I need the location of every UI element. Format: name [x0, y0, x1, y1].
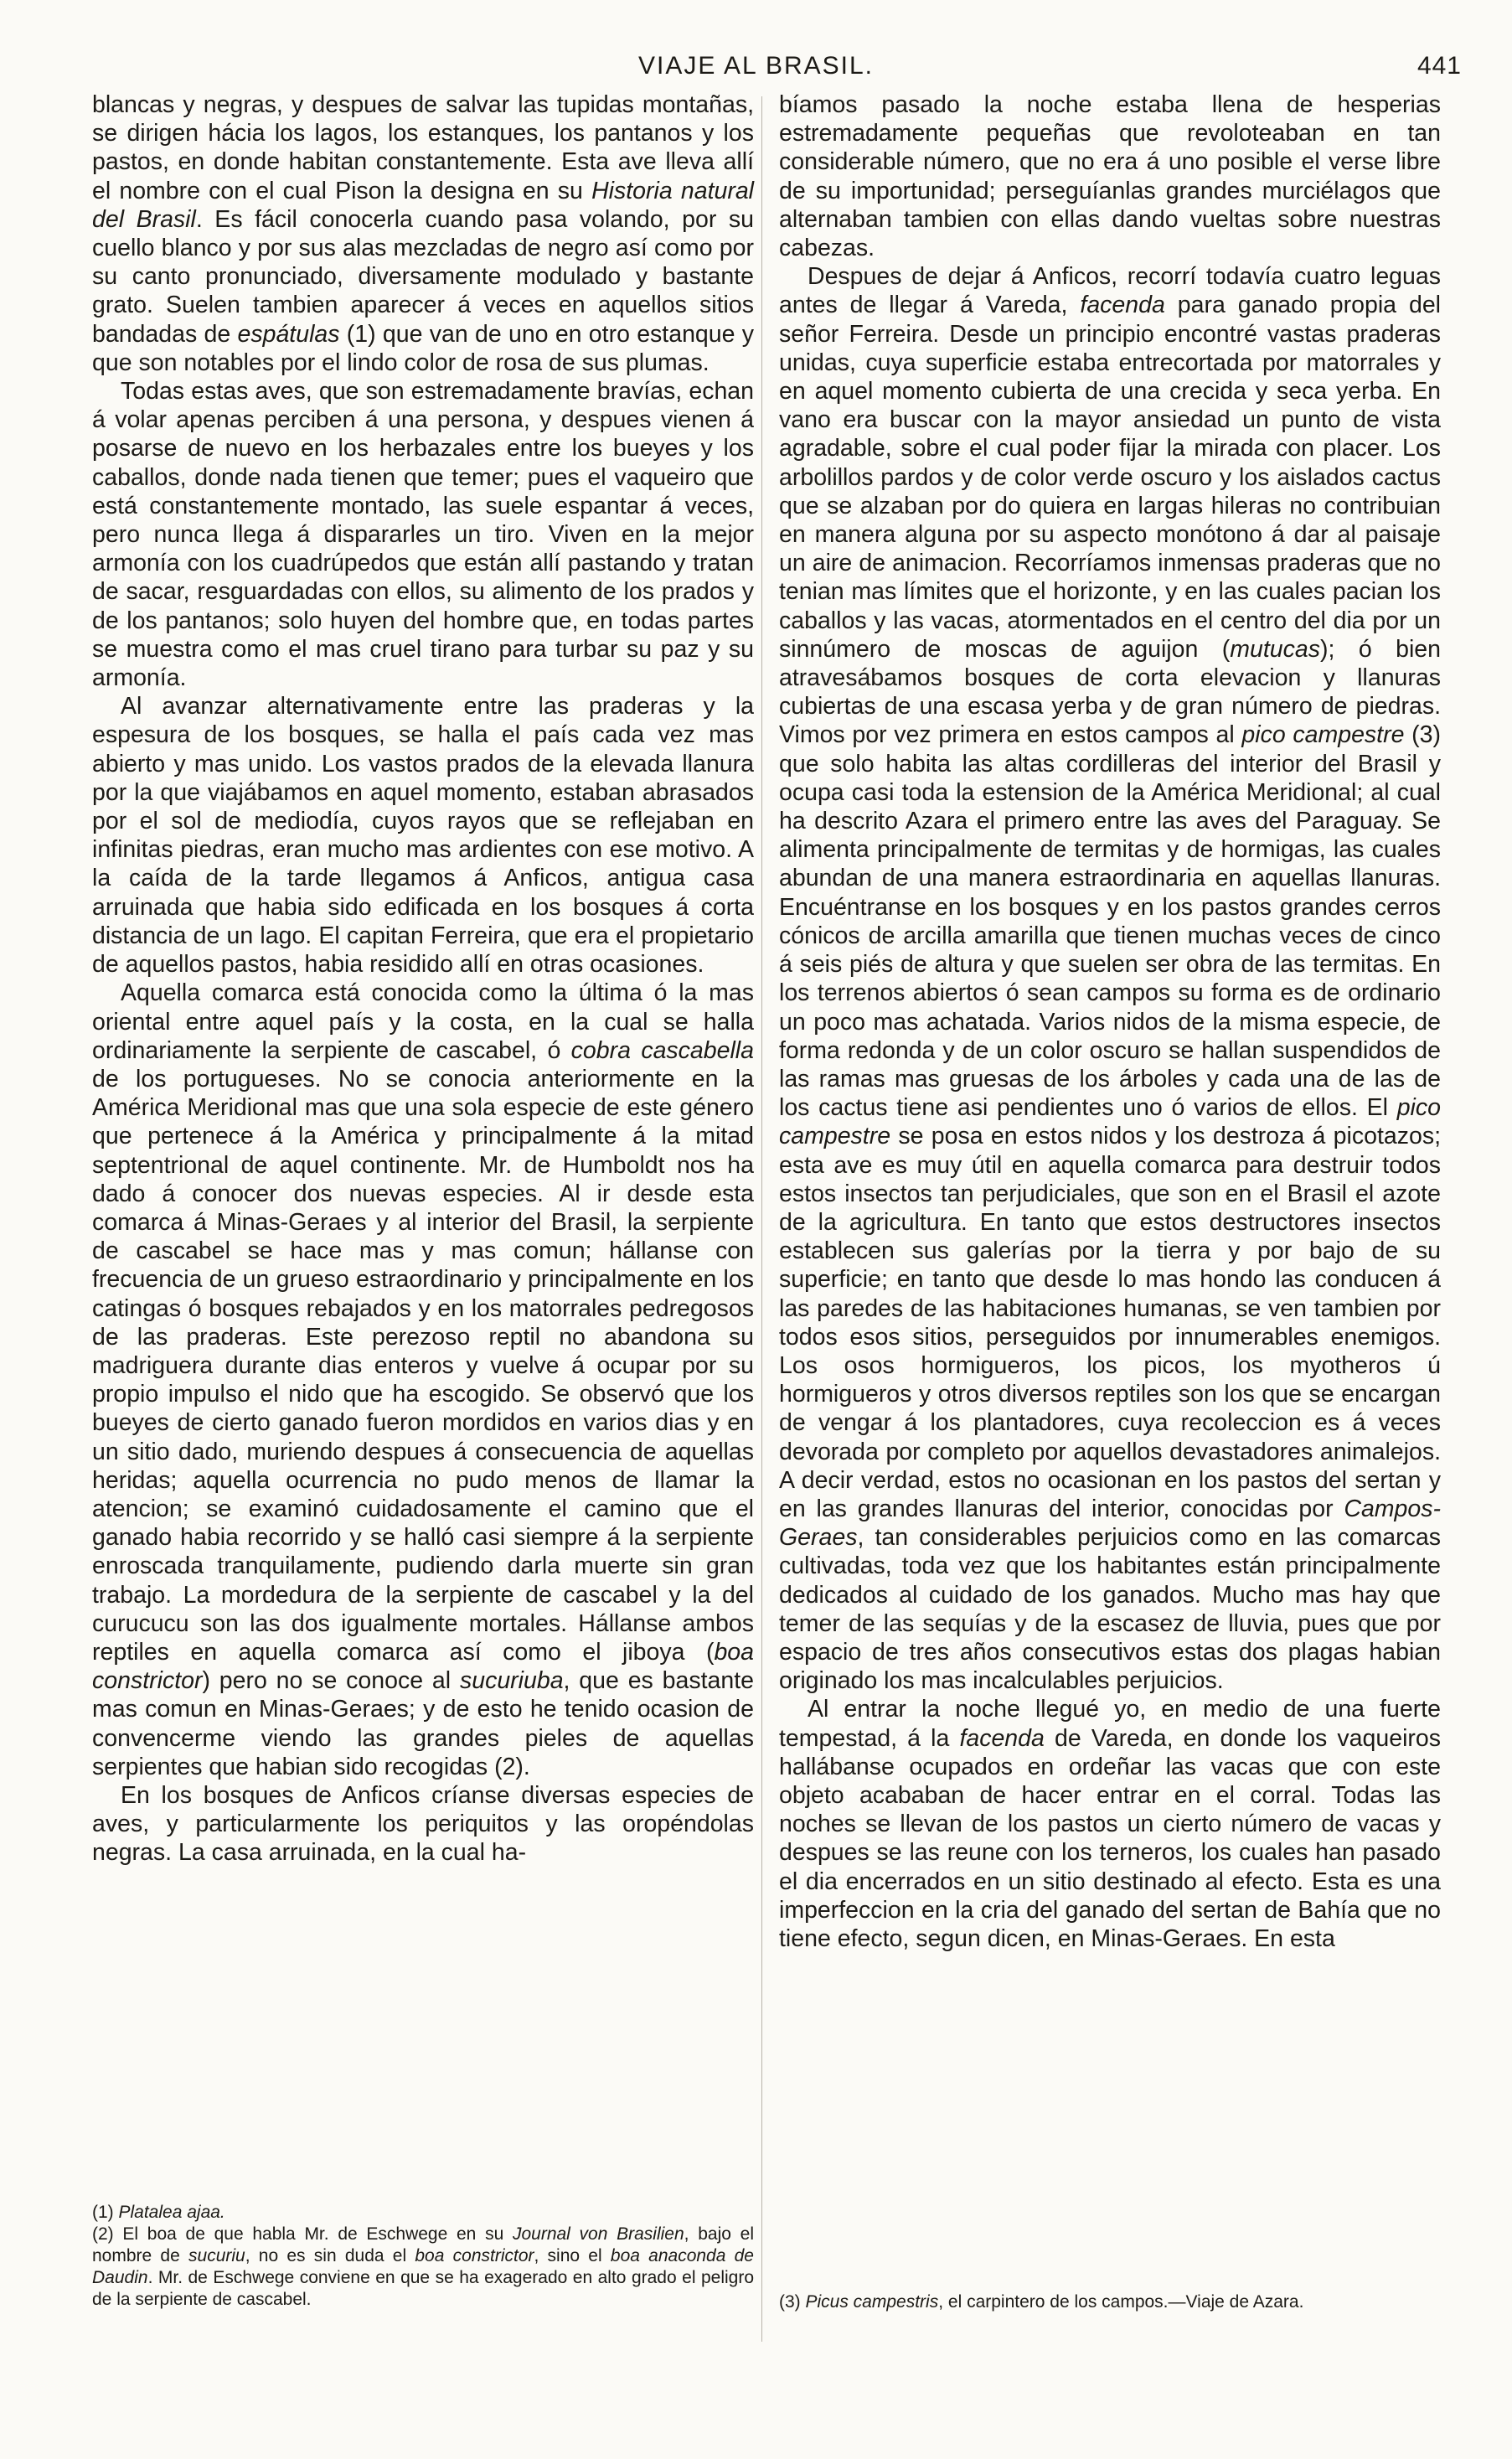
right-paragraph-1: bíamos pasado la noche estaba llena de hesperias estremadamente pequeñas que revoloteaban en tan considerable número, que no era á uno posible el verse libre de su importunidad; perseguíanlas grandes murciélagos que alternaban tambien con ellas dando vueltas sobre nuestras cabezas.: [779, 91, 1441, 262]
left-footnotes: [92, 2202, 754, 2311]
left-paragraph-4: Aquella comarca está conocida como la última ó la mas oriental entre aquel país y la costa, en la cual se halla ordinariamente la serpiente de cascabel, ó cobra cascabella de los portugueses. No se conocia anteriormente en la América Meridional mas que una sola especie de este género que pertenece á la América y principalmente á la mitad septentrional de aquel continente. Mr. de Humboldt nos ha dado á conocer dos nuevas especies. Al ir desde esta comarca á Minas-Geraes y al interior del Brasil, la serpiente de cascabel se hace mas y mas comun; hállanse con frecuencia de un grueso estraordinario y principalmente en los catingas ó bosques rebajados y en los matorrales pedregosos de las praderas. Este perezoso reptil no abandona su madriguera durante dias enteros y vuelve á ocupar por su propio impulso el nido que ha escogido. Se observó que los bueyes de cierto ganado fueron mordidos en varios dias y en un sitio dado, muriendo despues á consecuencia de aquellas heridas; aquella ocurrencia no pudo menos de llamar la atencion; se examinó cuidadosamente el camino que el ganado habia recorrido y se halló casi siempre á la serpiente enroscada tranquilamente, pudiendo darla muerte sin gran trabajo. La mordedura de la serpiente de cascabel y la del curucucu son las dos igualmente mortales. Hállanse ambos reptiles en aquella comarca así como el jiboya (boa constrictor) pero no se conoce al sucuriuba, que es bastante mas comun en Minas-Geraes; y de esto he tenido ocasion de convencerme viendo las grandes pieles de aquellas serpientes que habian sido recogidas (2).: [92, 979, 754, 1780]
column-divider: [761, 96, 762, 2342]
left-paragraph-5: En los bosques de Anficos críanse diversas especies de aves, y particularmente los periquitos y las oropéndolas negras. La casa arruinada, en la cual ha-: [92, 1781, 754, 1867]
right-paragraph-2: Despues de dejar á Anficos, recorrí todavía cuatro leguas antes de llegar á Vareda, facenda para ganado propia del señor Ferreira. Desde un principio encontré vastas praderas unidas, cuya superficie estaba entrecortada por matorrales y en aquel momento cubierta de una crecida y seca yerba. En vano era buscar con la mayor ansiedad un punto de vista agradable, sobre el cual poder fijar la mirada con placer. Los arbolillos pardos y de color verde oscuro y los aislados cactus que se alzaban por do quiera en largas hileras no contribuian en manera alguna por su aspecto monótono á dar al paisaje un aire de animacion. Recorríamos inmensas praderas que no tenian mas límites que el horizonte, y en las cuales pacian los caballos y las vacas, atormentados en el centro del dia por un sinnúmero de moscas de aguijon (mutucas); ó bien atravesábamos bosques de corta elevacion y llanuras cubiertas de una escasa yerba y de gran número de piedras. Vimos por vez primera en estos campos al pico campestre (3) que solo habita las altas cordilleras del interior del Brasil y ocupa casi toda la estension de la América Meridional; al cual ha descrito Azara el primero entre las aves del Paraguay. Se alimenta principalmente de termitas y de hormigas, las cuales abundan de una manera estraordinaria en aquellas llanuras. Encuéntranse en los bosques y en los pastos grandes cerros cónicos de arcilla amarilla que tienen muchas veces de cinco á seis piés de altura y que suelen ser obra de las termitas. En los terrenos abiertos ó sean campos su forma es de ordinario un poco mas achatada. Varios nidos de la misma especie, de forma redonda y de un color oscuro se hallan suspendidos de las ramas mas gruesas de los árboles y cada una de las de los cactus tiene asi pendientes uno ó varios de ellos. El pico campestre se posa en estos nidos y los destroza á picotazos; esta ave es muy útil en aquella comarca para destruir todos estos insectos tan perjudiciales, que son en el Brasil el azote de la agricultura. En tanto que estos destructores insectos establecen sus galerías por la tierra y por bajo de su superficie; en tanto que desde lo mas hondo las conducen á las paredes de las habitaciones humanas, se ven tambien por todos esos sitios, perseguidos por innumerables enemigos. Los osos hormigueros, los picos, los myotheros ú hormigueros y otros diversos reptiles son los que se encargan de vengar á los plantadores, cuya recoleccion es á veces devorada por completo por aquellos devastadores animalejos. A decir verdad, estos no ocasionan en los pastos del sertan y en las grandes llanuras del interior, conocidas por Campos-Geraes, tan considerables perjuicios como en las comarcas cultivadas, toda vez que los habitantes están principalmente dedicados al cuidado de los ganados. Mucho mas hay que temer de las sequías y de la escasez de lluvia, pues que por espacio de tres años consecutivos estas dos plagas habian originado los mas incalculables perjuicios.: [779, 263, 1442, 1695]
right-footnotes: [779, 2291, 1441, 2313]
running-title: VIAJE AL BRASIL.: [637, 52, 874, 80]
footnote-2: (2) El boa de que habla Mr. de Eschwege en su Journal von Brasilien, bajo el nombre de sucuriu, no es sin duda el boa constrictor, sino el boa anaconda de Daudin. Mr. de Eschwege conviene en que se ha exagerado en alto grado el peligro de la serpiente de cascabel.: [92, 2224, 754, 2309]
right-column: [779, 90, 1441, 1953]
right-paragraph-3: Al entrar la noche llegué yo, en medio de una fuerte tempestad, á la facenda de Vareda, en donde los vaqueiros hallábanse ocupados en ordeñar las vacas que con este objeto acababan de hacer entrar en el corral. Todas las noches se llevan de los pastos un cierto número de vacas y despues se las reune con los terneros, los cuales han pasado el dia encerrados en un sitio destinado al efecto. Esta es una imperfeccion en la cria del ganado del sertan de Bahía que no tiene efecto, segun dicen, en Minas-Geraes. En esta: [779, 1696, 1442, 1952]
left-paragraph-2: Todas estas aves, que son estremadamente bravías, echan á volar apenas perciben á una persona, y despues vienen á posarse de nuevo en los herbazales entre los bueyes y los caballos, donde nada tienen que temer; pues el vaqueiro que está constantemente montado, las suele espantar á veces, pero nunca llega á dispararles un tiro. Viven en la mejor armonía con los cuadrúpedos que están allí pastando y tratan de sacar, resguardadas con ellos, su alimento de los prados y de los pantanos; solo huyen del hombre que, en todas partes se muestra como el mas cruel tirano para turbar su paz y su armonía.: [92, 378, 754, 692]
left-paragraph-1: blancas y negras, y despues de salvar las tupidas montañas, se dirigen hácia los lagos, los estanques, los pantanos y los pastos, en donde habitan constantemente. Esta ave lleva allí el nombre con el cual Pison la designa en su Historia natural del Brasil. Es fácil conocerla cuando pasa volando, por su cuello blanco y por sus alas mezcladas de negro así como por su canto pronunciado, diversamente modulado y bastante grato. Suelen tambien aparecer á veces en aquellos sitios bandadas de espátulas (1) que van de uno en otro estanque y que son notables por el lindo color de rosa de sus plumas.: [92, 91, 755, 376]
page-number: 441: [1417, 52, 1462, 80]
left-column: [92, 90, 754, 1867]
left-paragraph-3: Al avanzar alternativamente entre las praderas y la espesura de los bosques, se halla el país cada vez mas abierto y mas unido. Los vastos prados de la elevada llanura por la que viajábamos en aquel momento, estaban abrasados por el sol de mediodía, cuyos rayos que se reflejaban en infinitas piedras, eran mucho mas ardientes con ese motivo. A la caída de la tarde llegamos á Anficos, antigua casa arruinada que habia sido edificada en los bosques á corta distancia de un lago. El capitan Ferreira, que era el propietario de aquellos pastos, habia residido allí en otras ocasiones.: [92, 693, 754, 979]
footnote-3: (3) Picus campestris, el carpintero de los campos.—Viaje de Azara.: [779, 2292, 1304, 2312]
footnote-1: (1) Platalea ajaa.: [92, 2203, 225, 2222]
